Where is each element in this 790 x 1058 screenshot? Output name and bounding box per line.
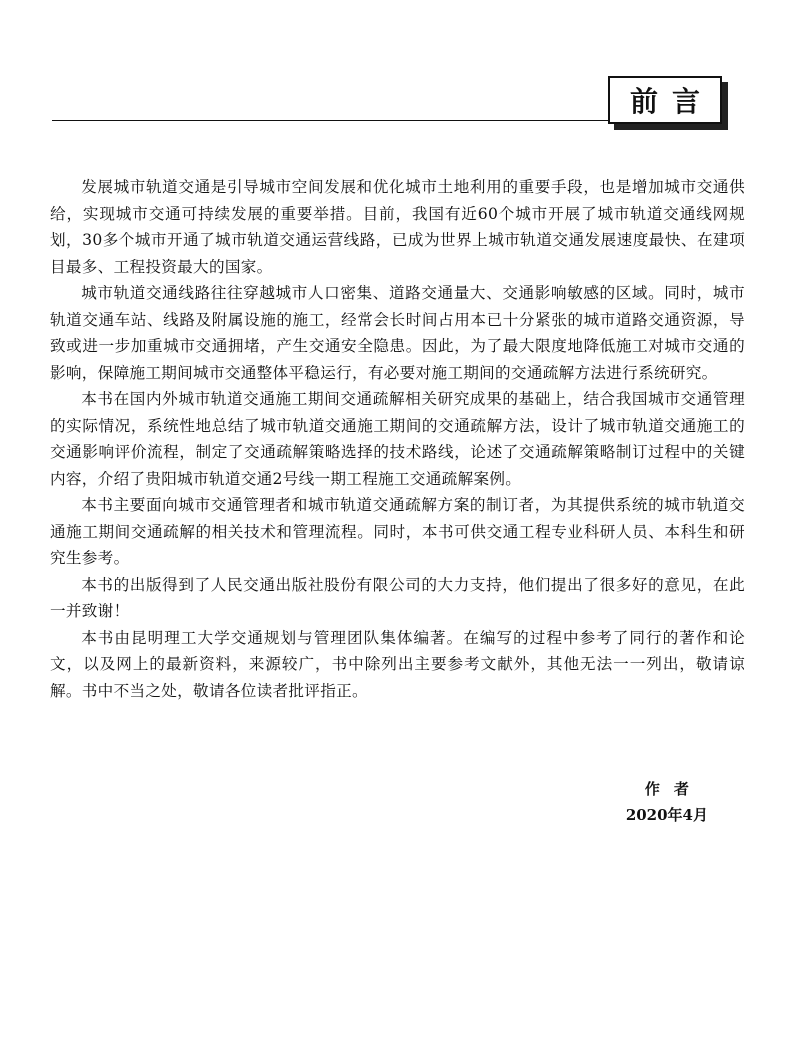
paragraph: 本书的出版得到了人民交通出版社股份有限公司的大力支持，他们提出了很多好的意见，在此一并致谢！ <box>50 575 745 620</box>
paragraph: 城市轨道交通线路往往穿越城市人口密集、道路交通量大、交通影响敏感的区域。同时，城市轨道交通车站、线路及附属设施的施工，经常会长时间占用本已十分紧张的城市道路交通资源，导致或进一步加重城市交通拥堵，产生交通安全隐患。因此，为了最大限度地降低施工对城市交通的影响，保障施工期间城市交通整体平稳运行，有必要对施工期间的交通疏解方法进行系统研究。 <box>50 284 745 382</box>
paragraph: 本书在国内外城市轨道交通施工期间交通疏解相关研究成果的基础上，结合我国城市交通管理的实际情况，系统性地总结了城市轨道交通施工期间的交通疏解方法，设计了城市轨道交通施工的交通影响评价流程，制定了交通疏解策略选择的技术路线，论述了交通疏解策略制订过程中的关键内容，介绍了贵阳城市轨道交通2号线一期工程施工交通疏解案例。 <box>50 390 745 488</box>
header-rule <box>52 120 614 121</box>
paragraph: 发展城市轨道交通是引导城市空间发展和优化城市土地利用的重要手段，也是增加城市交通供给，实现城市交通可持续发展的重要举措。目前，我国有近60个城市开展了城市轨道交通线网规划，30多个城市开通了城市轨道交通运营线路，已成为世界上城市轨道交通发展速度最快、在建项目最多、工程投资最大的国家。 <box>50 178 745 276</box>
signature-date: 2020年4月 <box>625 806 708 824</box>
title-box <box>608 76 722 124</box>
signature-author: 作者 <box>644 780 703 798</box>
preface-body <box>50 174 745 704</box>
paragraph: 本书主要面向城市交通管理者和城市轨道交通疏解方案的制订者，为其提供系统的城市轨道交通施工期间交通疏解的相关技术和管理流程。同时，本书可供交通工程专业科研人员、本科生和研究生参考。 <box>50 496 745 567</box>
paragraph: 本书由昆明理工大学交通规划与管理团队集体编著。在编写的过程中参考了同行的著作和论文，以及网上的最新资料，来源较广，书中除列出主要参考文献外，其他无法一一列出，敬请谅解。书中不当之处，敬请各位读者批评指正。 <box>50 628 745 700</box>
page-title: 前言 <box>629 85 714 118</box>
signature-block <box>626 776 708 828</box>
